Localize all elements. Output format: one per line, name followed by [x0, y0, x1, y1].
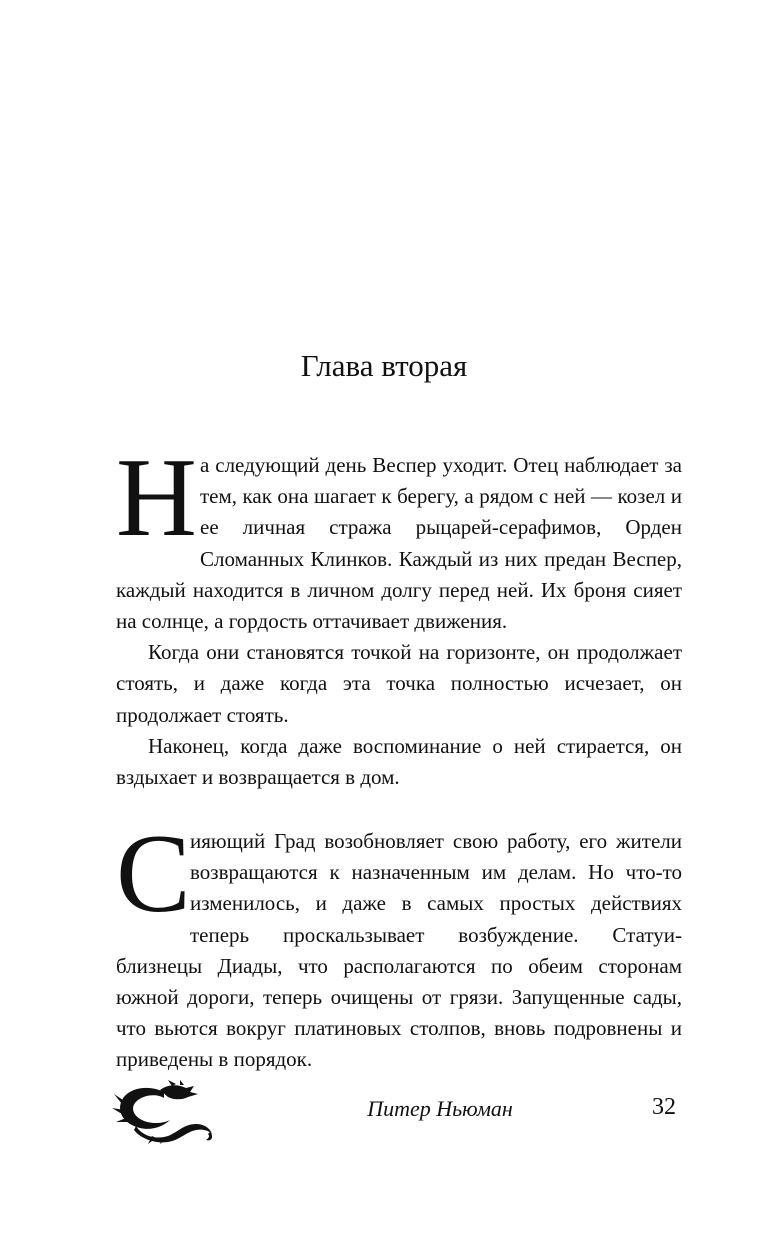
chapter-title: Глава вторая [300, 348, 468, 383]
page-number: 32 [652, 1094, 676, 1120]
paragraph-text: а следующий день Веспер уходит. Отец наблюдает за тем, как она шагает к берегу, а рядом с ней — козел и ее личная стража рыцарей-серафимов, Орден Сломанных Клинков. Каждый из них предан Веспер, каждый находится в личном долгу перед ней. Их броня сияет на солнце, а гордость оттачивает движения. [116, 453, 682, 634]
section-2 [116, 812, 682, 1076]
running-footer-author: Питер Ньюман [367, 1096, 513, 1121]
drop-cap: С [116, 812, 191, 936]
drop-cap: Н [116, 436, 197, 560]
dragon-icon [112, 1080, 216, 1144]
paragraph-1 [116, 436, 682, 637]
paragraph-2: Когда они становятся точкой на горизонте, он продолжает стоять, и даже когда эта точка полностью исчезает, он продолжает стоять. [116, 640, 682, 727]
section-1 [116, 436, 682, 793]
paragraph-text: ияющий Град возобновляет свою работу, его жители возвращаются к назначенным им делам. Но что-то изменилось, и даже в самых простых действиях теперь проскальзывает возбуждение. Статуи-близнецы Диады, что располагаются по обеим сторонам южной дороги, теперь очищены от грязи. Запущенные сады, что вьются вокруг платиновых столпов, вновь подровнены и приведены в порядок. [116, 829, 682, 1072]
paragraph-4 [116, 812, 682, 1076]
paragraph-3: Наконец, когда даже воспоминание о ней стирается, он вздыхает и возвращается в дом. [116, 733, 682, 790]
